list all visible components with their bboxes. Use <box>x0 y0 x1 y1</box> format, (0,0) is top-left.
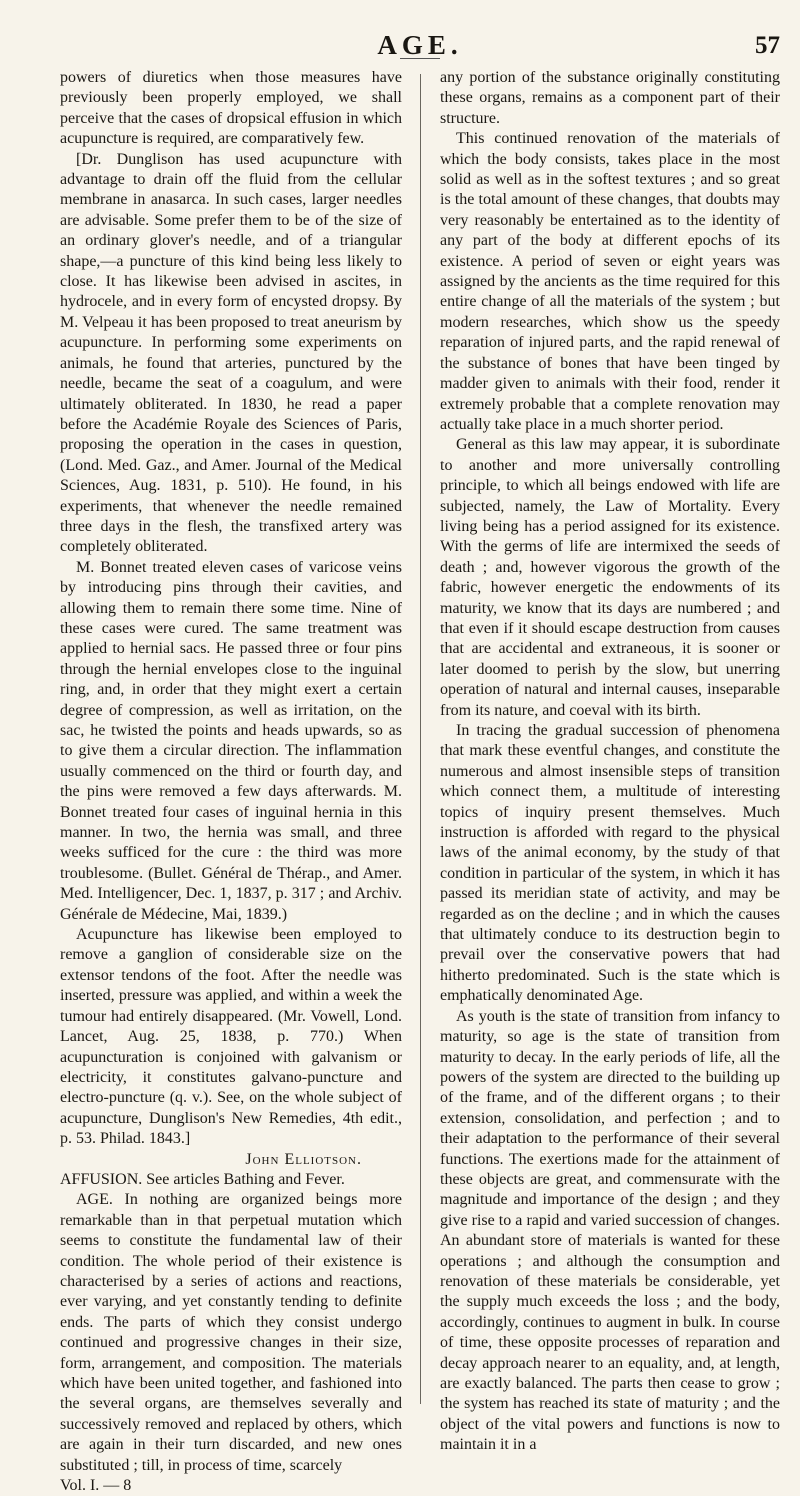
paragraph: In tracing the gradual succession of phenomena that mark these eventful changes, and constitute the numerous and almost insensible steps of transition which connect them, a multitude of interesting topics of inquiry present themselves. Much instruction is afforded with regard to the physical laws of the animal economy, by the study of that condition in particular of the system, in which it has passed its meridian state of activity, and may be regarded as on the decline ; and in which the causes that ultimately conduce to its destruction begin to prevail over the conservative powers that had hitherto predominated. Such is the state which is emphatically denominated Age. <box>440 722 780 1005</box>
page-number: 57 <box>755 32 780 59</box>
paragraph: As youth is the state of transition from infancy to maturity, so age is the state of transition from maturity to decay. In the early periods of life, all the powers of the system are directed to the building up of the frame, and of the different organs ; to their extension, consolidation, and perfection ; and to their adaptation to the performance of their several functions. The exertions made for the attainment of these objects are great, and commensurate with the magnitude and importance of the design ; and they give rise to a rapid and varied succession of changes. An abundant store of materials is wanted for these operations ; and although the consumption and renovation of these materials be considerable, yet the supply much exceeds the loss ; and the body, accordingly, continues to augment in bulk. In course of time, these opposite processes of reparation and decay approach nearer to an equality, and, at length, are exactly balanced. The parts then cease to grow ; the system has reached its state of maturity ; and the object of the vital powers and functions is now to maintain it in a <box>440 1007 780 1454</box>
right-column <box>440 68 780 1454</box>
running-title: AGE. <box>377 30 463 60</box>
left-column <box>60 68 402 1495</box>
author-signature: John Elliotson. <box>245 1150 362 1168</box>
paragraph: General as this law may appear, it is subordinate to another and more universally controlling principle, to which all beings endowed with life are subjected, namely, the Law of Mortality. Every living being has a period assigned for its existence. With the germs of life are intermixed the seeds of death ; and, however vigorous the growth of the fabric, however energetic the endowments of its maturity, we know that its days are numbered ; and that even if it should escape destruction from causes that are accidental and extraneous, it is sooner or later doomed to perish by the slow, but unerring operation of natural and internal causes, inseparable from its nature, and coeval with its birth. <box>440 436 780 719</box>
paragraph: This continued renovation of the materials of which the body consists, takes place in the most solid as well as in the softest textures ; and so great is the total amount of these changes, that doubts may very reasonably be entertained as to the identity of any part of the body at different epochs of its existence. A period of seven or eight years was assigned by the ancients as the time required for this entire change of all the materials of the system ; but modern researches, which show us the speedy reparation of injured parts, and the rapid renewal of the substance of bones that have been tinged by madder given to animals with their food, render it extremely probable that a complete renovation may actually take place in a much shorter period. <box>440 130 780 433</box>
paragraph: powers of diuretics when those measures have previously been properly employed, we shall perceive that the cases of dropsical effusion in which acupuncture is required, are comparatively few. <box>60 69 402 148</box>
entry-age-paragraph: AGE. In nothing are organized beings more remarkable than in that perpetual mutation which seems to constitute the fundamental law of their condition. The whole period of their existence is characterised by a series of actions and reactions, ever varying, and yet constantly tending to definite ends. The parts of which they consist undergo continued and progressive changes in their size, form, arrangement, and composition. The materials which have been united together, and fashioned into the several organs, are themselves severally and successively removed and replaced by others, which are again in their turn discarded, and new ones substituted ; till, in process of time, scarcely <box>60 1191 402 1474</box>
paragraph: [Dr. Dunglison has used acupuncture with advantage to drain off the fluid from the cellular membrane in anasarca. In such cases, larger needles are advisable. Some prefer them to be of the size of an ordinary glover's needle, and of a triangular shape,—a puncture of this kind being less likely to close. It has likewise been advised in ascites, in hydrocele, and in every form of encysted dropsy. By M. Velpeau it has been proposed to treat aneurism by acupuncture. In performing some experiments on animals, he found that arteries, punctured by the needle, became the seat of a coagulum, and were ultimately obliterated. In 1830, he read a paper before the Académie Royale des Sciences of Paris, proposing the operation in the cases in question, (Lond. Med. Gaz., and Amer. Journal of the Medical Sciences, Aug. 1831, p. 510). He found, in his experiments, that whenever the needle remained three days in the flesh, the transfixed artery was completely obliterated. <box>60 150 402 556</box>
running-header <box>60 30 780 64</box>
column-divider <box>420 74 421 1404</box>
signature-mark: Vol. I. — 8 <box>60 1477 132 1495</box>
header-ornament-rule <box>400 58 440 59</box>
paragraph: M. Bonnet treated eleven cases of varicose veins by introducing pins through their cavities, and allowing them to remain there some time. Nine of these cases were cured. The same treatment was applied to hernial sacs. He passed three or four pins through the hernial envelopes close to the inguinal ring, and, in order that they might exert a certain degree of compression, as well as irritation, on the sac, he twisted the points and heads upwards, so as to give them a circular direction. The inflammation usually commenced on the third or fourth day, and the pins were removed a few days afterwards. M. Bonnet treated four cases of inguinal hernia in this manner. In two, the hernia was small, and three weeks sufficed for the cure : the third was more troublesome. (Bullet. Général de Thérap., and Amer. Med. Intelligencer, Dec. 1, 1837, p. 317 ; and Archiv. Générale de Médecine, Mai, 1839.) <box>60 558 402 923</box>
paragraph: Acupuncture has likewise been employed to remove a ganglion of considerable size on the extensor tendons of the foot. After the needle was inserted, pressure was applied, and within a week the tumour had entirely disappeared. (Mr. Vowell, Lond. Lancet, Aug. 25, 1838, p. 770.) When acupuncturation is conjoined with galvanism or electricity, it constitutes galvano-puncture and electro-puncture (q. v.). See, on the whole subject of acupuncture, Dunglison's New Remedies, 4th edit., p. 53. Philad. 1843.] <box>60 926 402 1148</box>
cross-reference-entry: AFFUSION. See articles Bathing and Fever. <box>60 1170 345 1188</box>
paragraph: any portion of the substance originally constituting these organs, remains as a component part of their structure. <box>440 69 780 127</box>
